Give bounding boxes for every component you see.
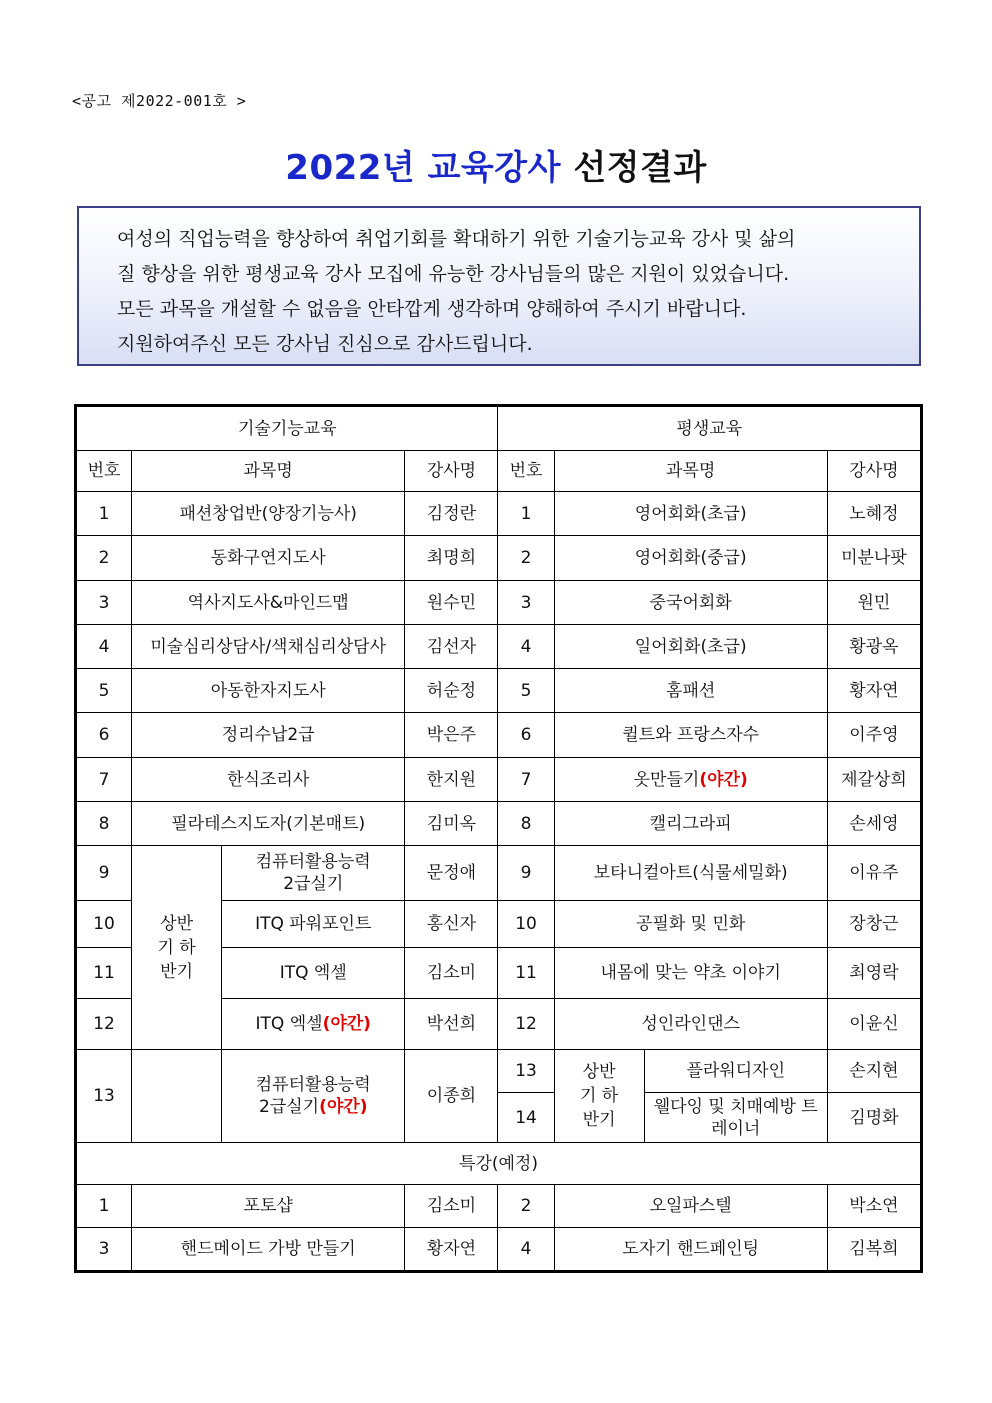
subject-cell: 패션창업반(양장기능사) bbox=[132, 492, 405, 536]
col-teacher-header: 강사명 bbox=[827, 451, 920, 492]
teacher-cell: 허순정 bbox=[405, 669, 498, 713]
row-number: 8 bbox=[498, 802, 554, 846]
subject-cell: 성인라인댄스 bbox=[554, 999, 827, 1050]
teacher-cell: 원수민 bbox=[405, 581, 498, 625]
subject-cell: 일어회화(초급) bbox=[554, 625, 827, 669]
term-label-cell: 상반기 하반기 bbox=[132, 846, 222, 1050]
teacher-cell: 박은주 bbox=[405, 713, 498, 758]
table-row bbox=[77, 846, 921, 901]
subject-text: 컴퓨터활용능력 2급실기 bbox=[255, 1075, 371, 1117]
teacher-cell: 이주영 bbox=[827, 713, 920, 758]
subject-cell: 퀼트와 프랑스자수 bbox=[554, 713, 827, 758]
subject-cell: 미술심리상담사/색채심리상담사 bbox=[132, 625, 405, 669]
teacher-cell: 원민 bbox=[827, 581, 920, 625]
table-row bbox=[77, 1228, 921, 1271]
subject-cell: 보타니컬아트(식물세밀화) bbox=[554, 846, 827, 901]
intro-line: 모든 과목을 개설할 수 없음을 안타깝게 생각하며 양해하여 주시기 바랍니다. bbox=[117, 298, 747, 320]
col-no-header: 번호 bbox=[77, 451, 132, 492]
subject-cell: 역사지도사&마인드맵 bbox=[132, 581, 405, 625]
teacher-cell: 장창근 bbox=[827, 901, 920, 948]
row-number: 1 bbox=[498, 492, 554, 536]
col-subject-header: 과목명 bbox=[132, 451, 405, 492]
row-number: 10 bbox=[77, 901, 132, 948]
subject-cell: 영어회화(초급) bbox=[554, 492, 827, 536]
row-number: 6 bbox=[498, 713, 554, 758]
row-number: 3 bbox=[77, 581, 132, 625]
teacher-cell: 김정란 bbox=[405, 492, 498, 536]
teacher-cell: 박소연 bbox=[827, 1185, 920, 1228]
subject-cell: 한식조리사 bbox=[132, 758, 405, 802]
row-number: 3 bbox=[498, 581, 554, 625]
subject-text: 옷만들기 bbox=[633, 769, 700, 790]
teacher-cell: 김복희 bbox=[827, 1228, 920, 1271]
intro-line: 질 향상을 위한 평생교육 강사 모집에 유능한 강사님들의 많은 지원이 있었습니다. bbox=[117, 263, 790, 285]
subject-cell: 플라워디자인 bbox=[644, 1050, 827, 1093]
title-suffix: 선정결과 bbox=[573, 148, 707, 188]
teacher-cell: 김선자 bbox=[405, 625, 498, 669]
row-number: 11 bbox=[77, 948, 132, 999]
row-number: 7 bbox=[77, 758, 132, 802]
subject-cell: 내몸에 맞는 약초 이야기 bbox=[554, 948, 827, 999]
row-number: 2 bbox=[498, 1185, 554, 1228]
teacher-cell: 이윤신 bbox=[827, 999, 920, 1050]
table-row bbox=[77, 669, 921, 713]
intro-line: 여성의 직업능력을 향상하여 취업기회를 확대하기 위한 기술기능교육 강사 및 삶의 bbox=[117, 228, 796, 250]
table-row bbox=[77, 713, 921, 758]
subject-cell bbox=[222, 999, 405, 1050]
teacher-cell: 미분나팟 bbox=[827, 536, 920, 581]
teacher-cell: 황자연 bbox=[405, 1228, 498, 1271]
empty-cell bbox=[132, 1050, 222, 1143]
teacher-cell: 제갈상희 bbox=[827, 758, 920, 802]
row-number: 12 bbox=[77, 999, 132, 1050]
results-table bbox=[76, 406, 921, 1271]
subject-cell: 포토샵 bbox=[132, 1185, 405, 1228]
subject-cell: 홈패션 bbox=[554, 669, 827, 713]
table-row bbox=[77, 581, 921, 625]
row-number: 5 bbox=[498, 669, 554, 713]
teacher-cell: 손지현 bbox=[827, 1050, 920, 1093]
special-title-row bbox=[77, 1143, 921, 1185]
teacher-cell: 이종희 bbox=[405, 1050, 498, 1143]
column-header-row bbox=[77, 451, 921, 492]
teacher-cell: 손세영 bbox=[827, 802, 920, 846]
row-number: 1 bbox=[77, 492, 132, 536]
col-subject-header: 과목명 bbox=[554, 451, 827, 492]
table-row bbox=[77, 492, 921, 536]
subject-cell: 컴퓨터활용능력 2급실기 bbox=[222, 846, 405, 901]
teacher-cell: 최명희 bbox=[405, 536, 498, 581]
teacher-cell: 황광옥 bbox=[827, 625, 920, 669]
teacher-cell: 이유주 bbox=[827, 846, 920, 901]
teacher-cell: 문정애 bbox=[405, 846, 498, 901]
teacher-cell: 김명화 bbox=[827, 1093, 920, 1143]
row-number: 9 bbox=[77, 846, 132, 901]
title-main: 2022년 교육강사 bbox=[285, 148, 561, 188]
teacher-cell: 노혜정 bbox=[827, 492, 920, 536]
page-title bbox=[0, 140, 992, 189]
group-header-row bbox=[77, 407, 921, 451]
col-teacher-header: 강사명 bbox=[405, 451, 498, 492]
subject-cell: 도자기 핸드페인팅 bbox=[554, 1228, 827, 1271]
row-number: 3 bbox=[77, 1228, 132, 1271]
row-number: 14 bbox=[498, 1093, 554, 1143]
row-number: 4 bbox=[498, 625, 554, 669]
teacher-cell: 황자연 bbox=[827, 669, 920, 713]
table-row bbox=[77, 536, 921, 581]
row-number: 4 bbox=[498, 1228, 554, 1271]
subject-cell: ITQ 엑셀 bbox=[222, 948, 405, 999]
teacher-cell: 김소미 bbox=[405, 948, 498, 999]
teacher-cell: 박선희 bbox=[405, 999, 498, 1050]
row-number: 2 bbox=[498, 536, 554, 581]
term-label-cell: 상반기 하반기 bbox=[554, 1050, 644, 1143]
subject-cell: 캘리그라피 bbox=[554, 802, 827, 846]
teacher-cell: 김미옥 bbox=[405, 802, 498, 846]
subject-cell: 아동한자지도사 bbox=[132, 669, 405, 713]
row-number: 4 bbox=[77, 625, 132, 669]
group-header-right: 평생교육 bbox=[498, 407, 921, 451]
table-row bbox=[77, 758, 921, 802]
subject-text: ITQ 엑셀 bbox=[255, 1014, 323, 1034]
night-badge: (야간) bbox=[699, 769, 748, 790]
teacher-cell: 최영락 bbox=[827, 948, 920, 999]
notice-number: <공고 제2022-001호 > bbox=[72, 92, 247, 110]
subject-cell: 오일파스텔 bbox=[554, 1185, 827, 1228]
group-header-left: 기술기능교육 bbox=[77, 407, 498, 451]
subject-cell bbox=[554, 758, 827, 802]
row-number: 9 bbox=[498, 846, 554, 901]
teacher-cell: 한지원 bbox=[405, 758, 498, 802]
subject-cell: ITQ 파워포인트 bbox=[222, 901, 405, 948]
intro-line: 지원하여주신 모든 강사님 진심으로 감사드립니다. bbox=[117, 333, 533, 355]
table-row bbox=[77, 1050, 921, 1093]
col-no-header: 번호 bbox=[498, 451, 554, 492]
row-number: 5 bbox=[77, 669, 132, 713]
subject-cell: 동화구연지도사 bbox=[132, 536, 405, 581]
intro-box bbox=[77, 206, 921, 366]
subject-cell: 필라테스지도자(기본매트) bbox=[132, 802, 405, 846]
row-number: 10 bbox=[498, 901, 554, 948]
subject-cell: 웰다잉 및 치매예방 트레이너 bbox=[644, 1093, 827, 1143]
table-row bbox=[77, 625, 921, 669]
row-number: 12 bbox=[498, 999, 554, 1050]
row-number: 6 bbox=[77, 713, 132, 758]
night-badge: (야간) bbox=[319, 1097, 368, 1117]
teacher-cell: 김소미 bbox=[405, 1185, 498, 1228]
subject-cell: 중국어회화 bbox=[554, 581, 827, 625]
teacher-cell: 홍신자 bbox=[405, 901, 498, 948]
subject-cell bbox=[222, 1050, 405, 1143]
subject-cell: 정리수납2급 bbox=[132, 713, 405, 758]
subject-cell: 핸드메이드 가방 만들기 bbox=[132, 1228, 405, 1271]
subject-cell: 공필화 및 민화 bbox=[554, 901, 827, 948]
row-number: 7 bbox=[498, 758, 554, 802]
row-number: 8 bbox=[77, 802, 132, 846]
row-number: 13 bbox=[77, 1050, 132, 1143]
row-number: 13 bbox=[498, 1050, 554, 1093]
night-badge: (야간) bbox=[322, 1014, 371, 1034]
special-title: 특강(예정) bbox=[77, 1143, 921, 1185]
subject-cell: 영어회화(중급) bbox=[554, 536, 827, 581]
row-number: 11 bbox=[498, 948, 554, 999]
table-row bbox=[77, 1185, 921, 1228]
row-number: 1 bbox=[77, 1185, 132, 1228]
table-row bbox=[77, 802, 921, 846]
row-number: 2 bbox=[77, 536, 132, 581]
